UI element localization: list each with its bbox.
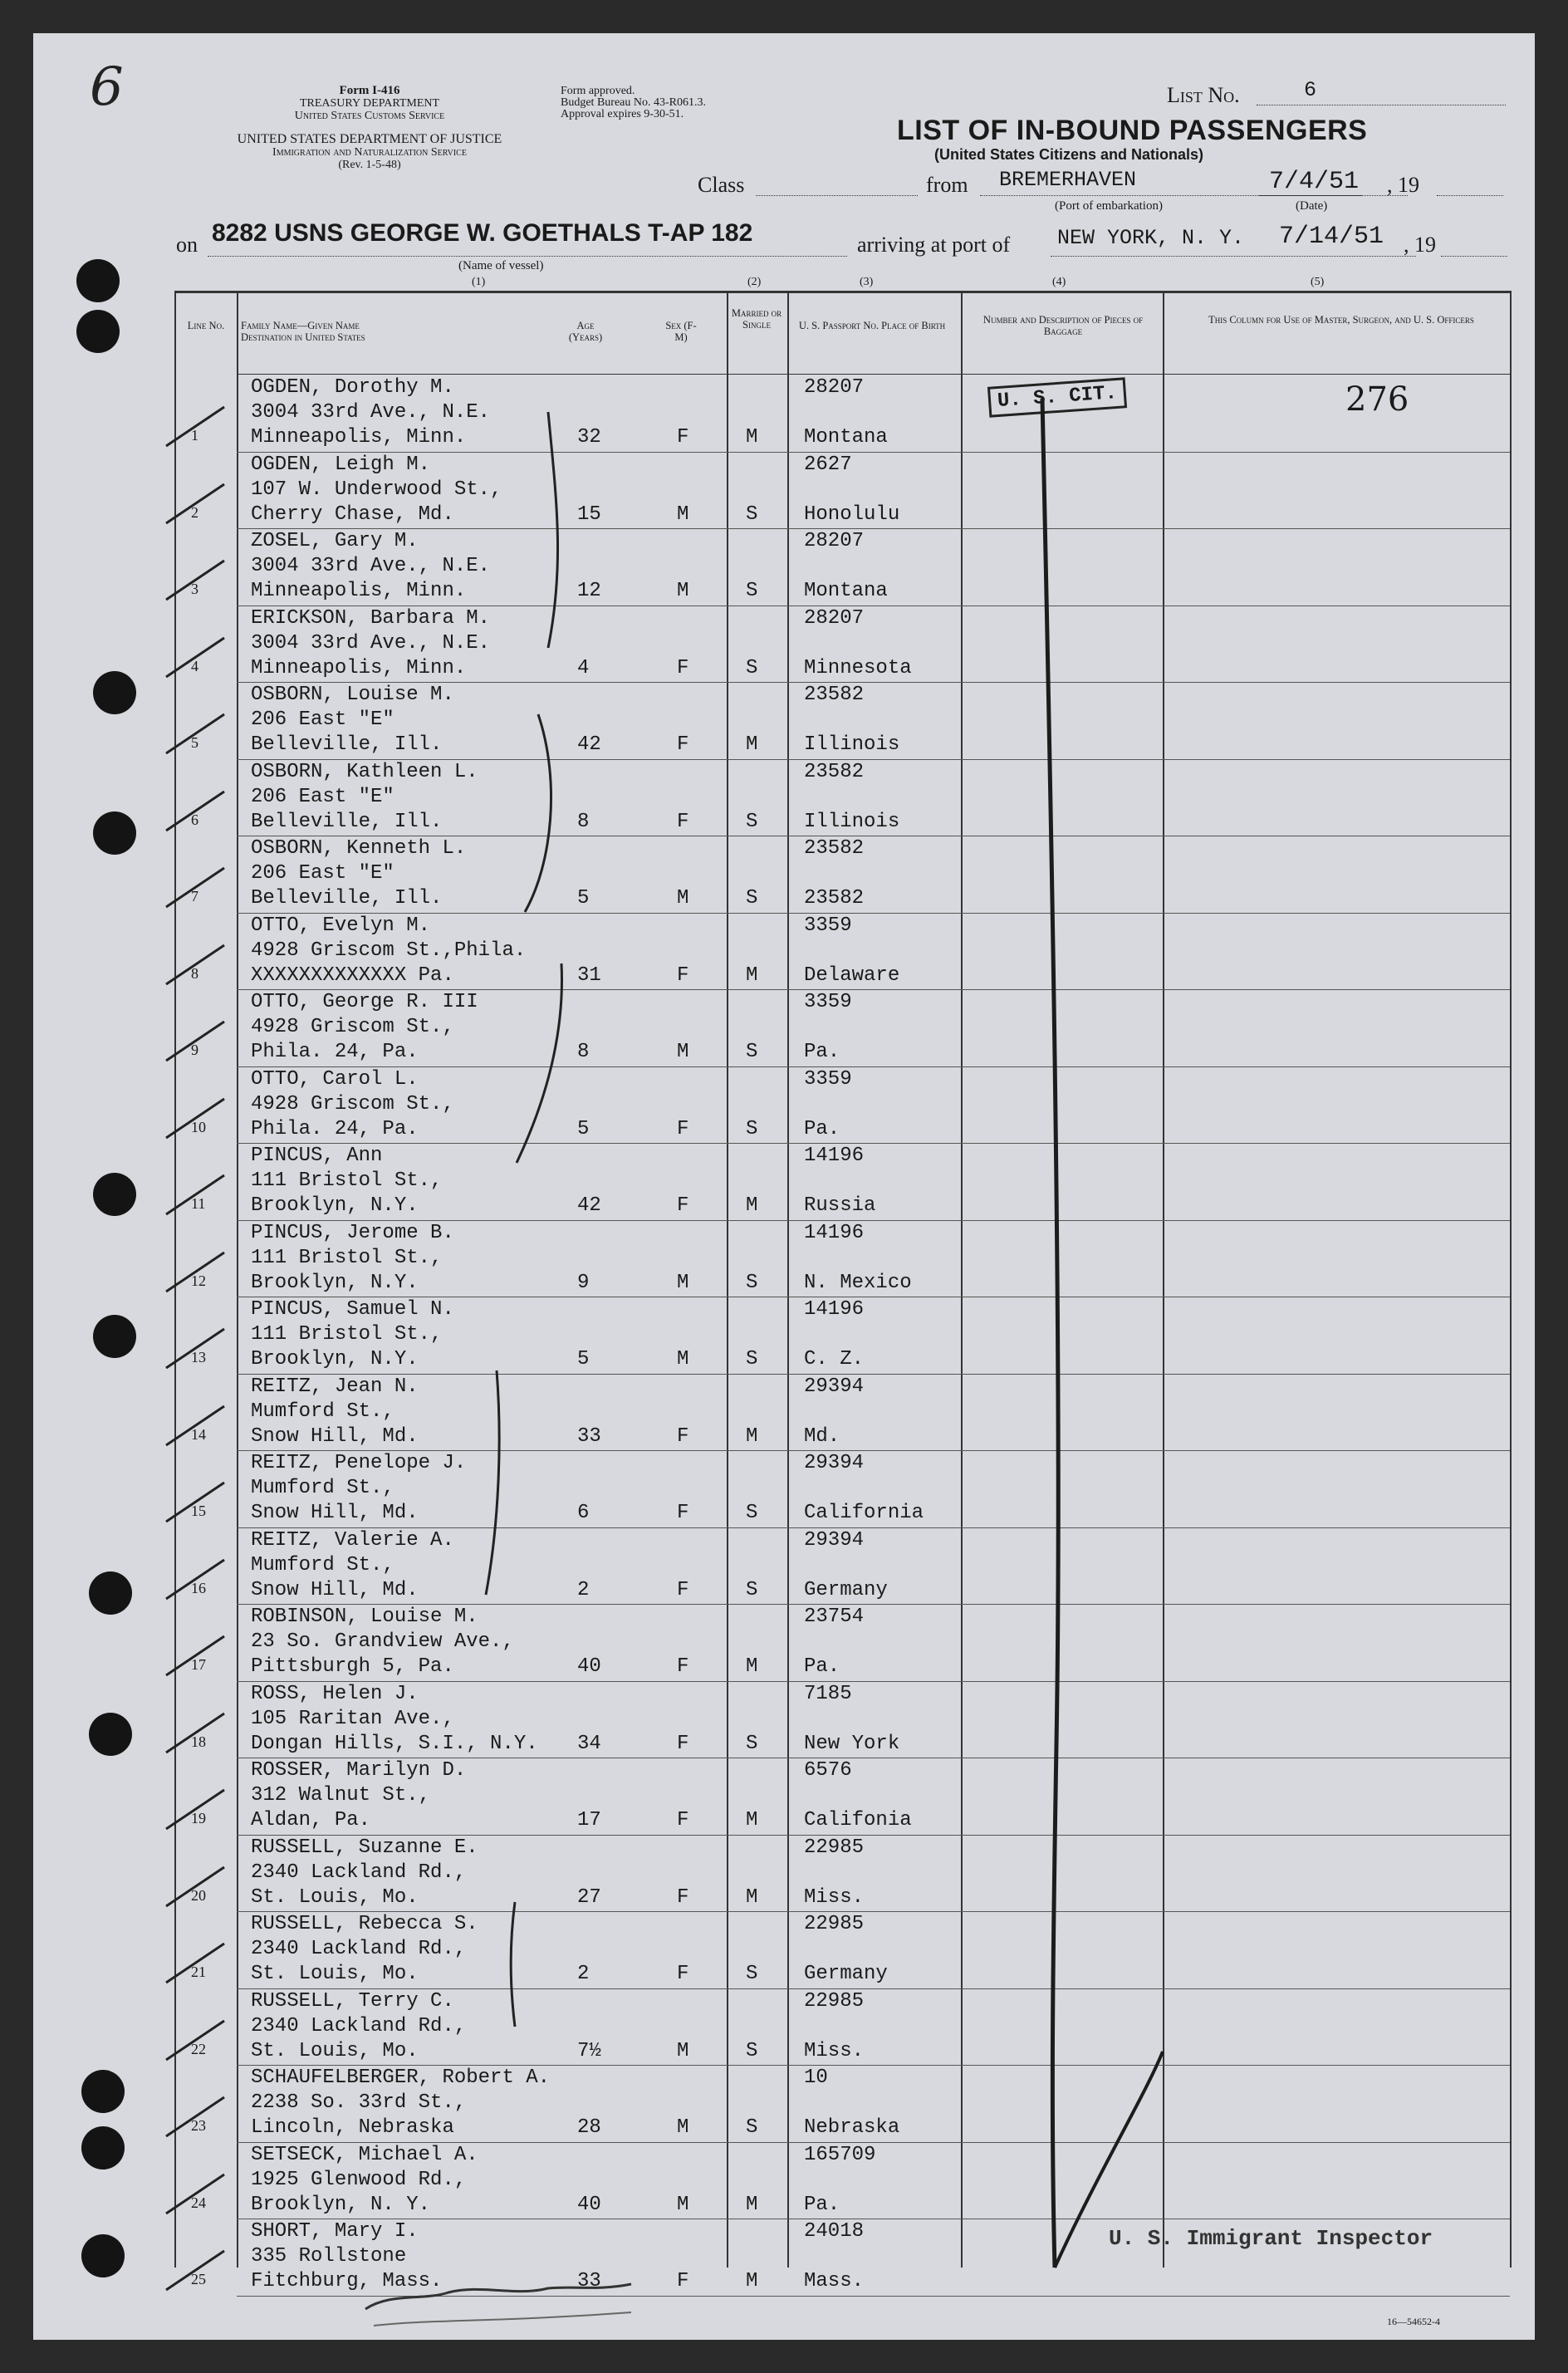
us-citizen-stamp: U. S. CIT. [987,377,1127,417]
header-sex: Sex (F-M) [665,320,697,343]
vessel-caption: (Name of vessel) [458,259,544,272]
age-value: 40 [577,1655,601,1678]
address-line-1: 111 Bristol St., [251,1246,443,1269]
place-of-birth: C. Z. [804,1348,865,1370]
passenger-name: REITZ, Jean N. [251,1375,419,1398]
address-line-2: St. Louis, Mo. [251,1963,419,1985]
passenger-name: SETSECK, Michael A. [251,2143,478,2166]
address-line-1: 206 East "E" [251,708,394,731]
marital-status: S [746,2039,758,2062]
passport-number: 6576 [804,1759,852,1782]
passport-number: 23582 [804,837,865,860]
address-line-2: St. Louis, Mo. [251,1885,419,1909]
line-number: 11 [191,1195,206,1212]
age-value: 28 [577,2116,601,2139]
place-of-birth: Illinois [804,810,900,833]
address-line-2: Brooklyn, N.Y. [251,1348,419,1370]
sex-value: F [677,1732,689,1755]
address-line-2: Brooklyn, N. Y. [251,2193,431,2216]
age-value: 33 [577,2270,601,2292]
age-value: 31 [577,963,601,987]
colnum-4: (4) [1052,276,1066,288]
passport-number: 29394 [804,1452,865,1474]
line-number: 9 [191,1042,198,1058]
place-of-birth: 23582 [804,887,865,909]
marital-status: S [746,1117,758,1140]
age-value: 5 [577,887,590,909]
sex-value: F [677,1655,689,1678]
address-line-2: St. Louis, Mo. [251,2039,419,2062]
passenger-name: OSBORN, Kathleen L. [251,760,478,783]
place-of-birth: Illinois [804,733,900,756]
colnum-5: (5) [1311,276,1325,288]
address-line-1: 2238 So. 33rd St., [251,2091,467,2114]
sex-value: M [677,1271,689,1294]
place-of-birth: Pa. [804,1041,840,1063]
address-line-2: Pittsburgh 5, Pa. [251,1655,454,1678]
from-label: from [926,173,968,197]
line-number: 2 [191,503,198,521]
address-line-1: 3004 33rd Ave., N.E. [251,555,491,577]
passenger-name: OGDEN, Leigh M. [251,453,431,476]
address-line-2: Snow Hill, Md. [251,1502,419,1524]
age-value: 42 [577,1194,601,1217]
sex-value: F [677,426,689,449]
address-line-1: 206 East "E" [251,862,394,885]
marital-status: M [746,1194,758,1217]
header-name: Family Name—Given Name Destination in United States [241,320,365,343]
address-line-2: Brooklyn, N.Y. [251,1271,419,1294]
passenger-name: ZOSEL, Gary M. [251,530,419,552]
port-arrival: NEW YORK, N. Y. [1057,226,1245,250]
passport-number: 23582 [804,684,865,706]
marital-status: M [746,2193,758,2216]
place-of-birth: California [804,1502,924,1524]
passenger-name: PINCUS, Samuel N. [251,1298,454,1321]
address-line-2: Lincoln, Nebraska [251,2116,454,2139]
passenger-name: OGDEN, Dorothy M. [251,376,454,399]
age-value: 4 [577,656,590,679]
sex-value: M [677,503,689,526]
passenger-name: SCHAUFELBERGER, Robert A. [251,2067,551,2089]
marital-status: S [746,1271,758,1294]
passenger-name: OSBORN, Louise M. [251,684,454,706]
address-line-2: Phila. 24, Pa. [251,1041,419,1063]
marital-status: S [746,1348,758,1370]
age-value: 17 [577,1809,601,1831]
age-value: 32 [577,426,601,449]
passport-number: 28207 [804,606,865,630]
address-line-1: 23 So. Grandview Ave., [251,1630,514,1653]
place-of-birth: New York [804,1732,900,1755]
line-number: 4 [191,657,198,674]
class-label: Class [698,173,745,197]
place-of-birth: Germany [804,1578,888,1601]
passenger-name: REITZ, Penelope J. [251,1452,467,1474]
sex-value: M [677,887,689,909]
sex-value: M [677,2193,689,2216]
passenger-name: ROSSER, Marilyn D. [251,1759,467,1782]
marital-status: M [746,2270,758,2292]
address-line-2: Aldan, Pa. [251,1809,371,1831]
sex-value: F [677,2270,689,2292]
place-of-birth: Montana [804,426,888,449]
sex-value: F [677,1885,689,1909]
age-value: 5 [577,1348,590,1370]
address-line-1: 2340 Lackland Rd., [251,2014,467,2037]
place-of-birth: Miss. [804,1885,865,1909]
footer-code: 16—54652-4 [1387,2316,1440,2327]
customs-service: United States Customs Service [294,110,445,122]
line-number: 15 [191,1503,206,1519]
place-of-birth: Califonia [804,1809,912,1831]
address-line-1: 335 Rollstone [251,2245,407,2268]
line-number: 10 [191,1118,206,1135]
age-value: 8 [577,1041,590,1063]
handwritten-page-mark: 6 [90,56,124,118]
sex-value: F [677,1578,689,1601]
line-number: 18 [191,1733,206,1750]
age-value: 8 [577,810,590,833]
year-suffix-1: , 19 [1387,173,1419,197]
passport-number: 24018 [804,2220,865,2243]
line-number: 20 [191,1886,206,1904]
age-value: 27 [577,1885,601,1909]
sex-value: M [677,2116,689,2139]
passenger-name: OTTO, Evelyn M. [251,914,431,937]
passport-number: 10 [804,2067,828,2089]
header-age: Age (Years) [568,320,603,343]
age-value: 34 [577,1732,601,1755]
officer-count: 276 [1345,380,1409,419]
colnum-2: (2) [747,276,762,288]
passenger-name: OSBORN, Kenneth L. [251,837,467,860]
age-value: 12 [577,580,601,602]
colnum-3: (3) [860,276,874,288]
passport-number: 22985 [804,1913,865,1935]
date-caption: (Date) [1296,199,1328,213]
header-married: Married or Single [731,307,782,331]
form-number: Form I-416 [339,84,400,97]
place-of-birth: N. Mexico [804,1271,912,1294]
address-line-2: Belleville, Ill. [251,810,443,833]
sex-value: M [677,580,689,602]
passport-number: 23754 [804,1606,865,1628]
marital-status: S [746,1578,758,1601]
treasury-dept: TREASURY DEPARTMENT [299,97,440,110]
colnum-1: (1) [472,276,486,288]
passenger-name: OTTO, Carol L. [251,1067,419,1091]
address-line-1: Mumford St., [251,1400,394,1423]
line-number: 7 [191,888,198,905]
passport-number: 29394 [804,1528,865,1552]
handwritten-marks [33,33,1535,2340]
place-of-birth: Delaware [804,963,900,987]
age-value: 42 [577,733,601,756]
marital-status: M [746,733,758,756]
address-line-2: Minneapolis, Minn. [251,426,467,449]
passenger-name: PINCUS, Jerome B. [251,1221,454,1244]
line-number: 16 [191,1579,206,1596]
passport-number: 14196 [804,1145,865,1167]
line-number: 13 [191,1349,206,1365]
address-line-1: Mumford St., [251,1477,394,1499]
passenger-name: SHORT, Mary I. [251,2220,419,2243]
age-value: 6 [577,1502,590,1524]
sex-value: F [677,1963,689,1985]
passport-number: 14196 [804,1298,865,1321]
place-of-birth: Honolulu [804,503,900,526]
passport-number: 7185 [804,1682,852,1705]
header-line-no: Line No. [187,320,225,331]
departure-date: 7/4/51 [1269,168,1360,196]
age-value: 5 [577,1117,590,1140]
sex-value: F [677,1502,689,1524]
address-line-1: Mumford St., [251,1553,394,1576]
place-of-birth: Russia [804,1194,876,1217]
line-number: 8 [191,964,198,982]
document-page [33,33,1535,2340]
marital-status: M [746,1424,758,1448]
sex-value: M [677,1041,689,1063]
age-value: 2 [577,1578,590,1601]
address-line-1: 107 W. Underwood St., [251,478,502,501]
year-suffix-2: , 19 [1404,233,1436,257]
address-line-1: 105 Raritan Ave., [251,1707,454,1730]
address-line-2: Fitchburg, Mass. [251,2270,443,2292]
marital-status: M [746,1885,758,1909]
sex-value: F [677,1809,689,1831]
form-title: LIST OF IN-BOUND PASSENGERS [897,115,1368,146]
arriving-label: arriving at port of [857,233,1011,257]
passport-number: 3359 [804,1067,852,1091]
address-line-2: Phila. 24, Pa. [251,1117,419,1140]
address-line-1: 1925 Glenwood Rd., [251,2168,467,2191]
arrival-date: 7/14/51 [1279,223,1384,251]
sex-value: M [677,2039,689,2062]
passport-number: 22985 [804,1989,865,2013]
passport-number: 22985 [804,1836,865,1859]
passenger-name: RUSSELL, Suzanne E. [251,1836,478,1859]
address-line-1: 3004 33rd Ave., N.E. [251,401,491,424]
marital-status: S [746,503,758,526]
passport-number: 3359 [804,991,852,1013]
age-value: 9 [577,1271,590,1294]
list-no-value: 6 [1304,78,1317,102]
address-line-2: XXXXXXXXXXXXX Pa. [251,963,454,987]
address-line-2: Belleville, Ill. [251,733,443,756]
address-line-1: 4928 Griscom St., [251,1016,454,1038]
marital-status: M [746,426,758,449]
age-value: 7½ [577,2039,601,2062]
age-value: 15 [577,503,601,526]
place-of-birth: Miss. [804,2039,865,2062]
approval-line-2: Budget Bureau No. 43-R061.3. [561,96,706,109]
line-number: 5 [191,734,198,751]
passport-number: 29394 [804,1375,865,1398]
place-of-birth: Mass. [804,2270,865,2292]
marital-status: S [746,810,758,833]
marital-status: S [746,1502,758,1524]
passport-number: 3359 [804,914,852,937]
sex-value: F [677,810,689,833]
line-number: 25 [191,2271,206,2287]
passport-number: 165709 [804,2143,876,2166]
age-value: 33 [577,1424,601,1448]
line-number: 24 [191,2194,206,2211]
place-of-birth: Minnesota [804,656,912,679]
address-line-1: 206 East "E" [251,785,394,808]
header-officers: This Column for Use of Master, Surgeon, and U. S. Officers [1208,314,1474,326]
passenger-name: ERICKSON, Barbara M. [251,606,491,630]
address-line-2: Belleville, Ill. [251,887,443,909]
address-line-2: Snow Hill, Md. [251,1424,419,1448]
address-line-1: 2340 Lackland Rd., [251,1938,467,1960]
address-line-1: 111 Bristol St., [251,1169,443,1192]
form-subtitle: (United States Citizens and Nationals) [934,146,1204,163]
passport-number: 2627 [804,453,852,476]
line-number: 3 [191,581,198,597]
age-value: 40 [577,2193,601,2216]
marital-status: S [746,887,758,909]
sex-value: F [677,1117,689,1140]
revision: (Rev. 1-5-48) [338,159,401,171]
port-embark-caption: (Port of embarkation) [1055,199,1163,213]
place-of-birth: Md. [804,1424,840,1448]
sex-value: M [677,1348,689,1370]
passport-number: 23582 [804,760,865,783]
on-label: on [176,233,198,257]
place-of-birth: Pa. [804,2193,840,2216]
address-line-1: 312 Walnut St., [251,1784,431,1807]
marital-status: S [746,1732,758,1755]
passenger-name: REITZ, Valerie A. [251,1528,454,1552]
place-of-birth: Pa. [804,1117,840,1140]
address-line-2: Minneapolis, Minn. [251,580,467,602]
approval-line-1: Form approved. [561,85,635,97]
address-line-2: Cherry Chase, Md. [251,503,454,526]
line-number: 1 [191,427,198,444]
line-number: 14 [191,1425,206,1443]
address-line-2: Snow Hill, Md. [251,1578,419,1601]
port-embarkation: BREMERHAVEN [999,168,1137,192]
marital-status: M [746,1809,758,1831]
line-number: 21 [191,1964,206,1980]
address-line-1: 4928 Griscom St.,Phila. [251,939,527,962]
immigrant-inspector-stamp: U. S. Immigrant Inspector [1109,2226,1433,2251]
passenger-name: OTTO, George R. III [251,991,478,1013]
ins-service: Immigration and Naturalization Service [272,146,467,159]
sex-value: F [677,656,689,679]
sex-value: F [677,1194,689,1217]
passenger-name: RUSSELL, Terry C. [251,1989,454,2013]
marital-status: S [746,656,758,679]
marital-status: S [746,1963,758,1985]
passport-number: 28207 [804,376,865,399]
place-of-birth: Germany [804,1963,888,1985]
address-line-2: Dongan Hills, S.I., N.Y. [251,1732,538,1755]
address-line-1: 2340 Lackland Rd., [251,1861,467,1884]
line-number: 6 [191,811,198,828]
address-line-1: 3004 33rd Ave., N.E. [251,631,491,655]
place-of-birth: Pa. [804,1655,840,1678]
line-number: 12 [191,1272,206,1289]
line-number: 23 [191,2117,206,2134]
address-line-1: 4928 Griscom St., [251,1092,454,1115]
passport-number: 14196 [804,1221,865,1244]
marital-status: S [746,580,758,602]
passenger-name: ROSS, Helen J. [251,1682,419,1705]
sex-value: F [677,963,689,987]
passenger-name: ROBINSON, Louise M. [251,1606,478,1628]
list-no-label: List No. [1167,83,1240,107]
vessel-name: 8282 USNS GEORGE W. GOETHALS T-AP 182 [212,219,753,247]
passenger-name: RUSSELL, Rebecca S. [251,1913,478,1935]
header-passport: U. S. Passport No. Place of Birth [798,320,946,331]
line-number: 22 [191,2040,206,2057]
sex-value: F [677,733,689,756]
header-baggage: Number and Description of Pieces of Baggage [982,314,1144,337]
place-of-birth: Nebraska [804,2116,900,2139]
approval-line-3: Approval expires 9-30-51. [561,108,684,120]
line-number: 17 [191,1656,206,1673]
address-line-2: Brooklyn, N.Y. [251,1194,419,1217]
marital-status: S [746,1041,758,1063]
passport-number: 28207 [804,530,865,552]
address-line-2: Minneapolis, Minn. [251,656,467,679]
passenger-name: PINCUS, Ann [251,1145,383,1167]
place-of-birth: Montana [804,580,888,602]
address-line-1: 111 Bristol St., [251,1323,443,1346]
marital-status: M [746,1655,758,1678]
marital-status: M [746,963,758,987]
line-number: 19 [191,1810,206,1826]
sex-value: F [677,1424,689,1448]
justice-dept: UNITED STATES DEPARTMENT OF JUSTICE [237,132,502,146]
age-value: 2 [577,1963,590,1985]
marital-status: S [746,2116,758,2139]
